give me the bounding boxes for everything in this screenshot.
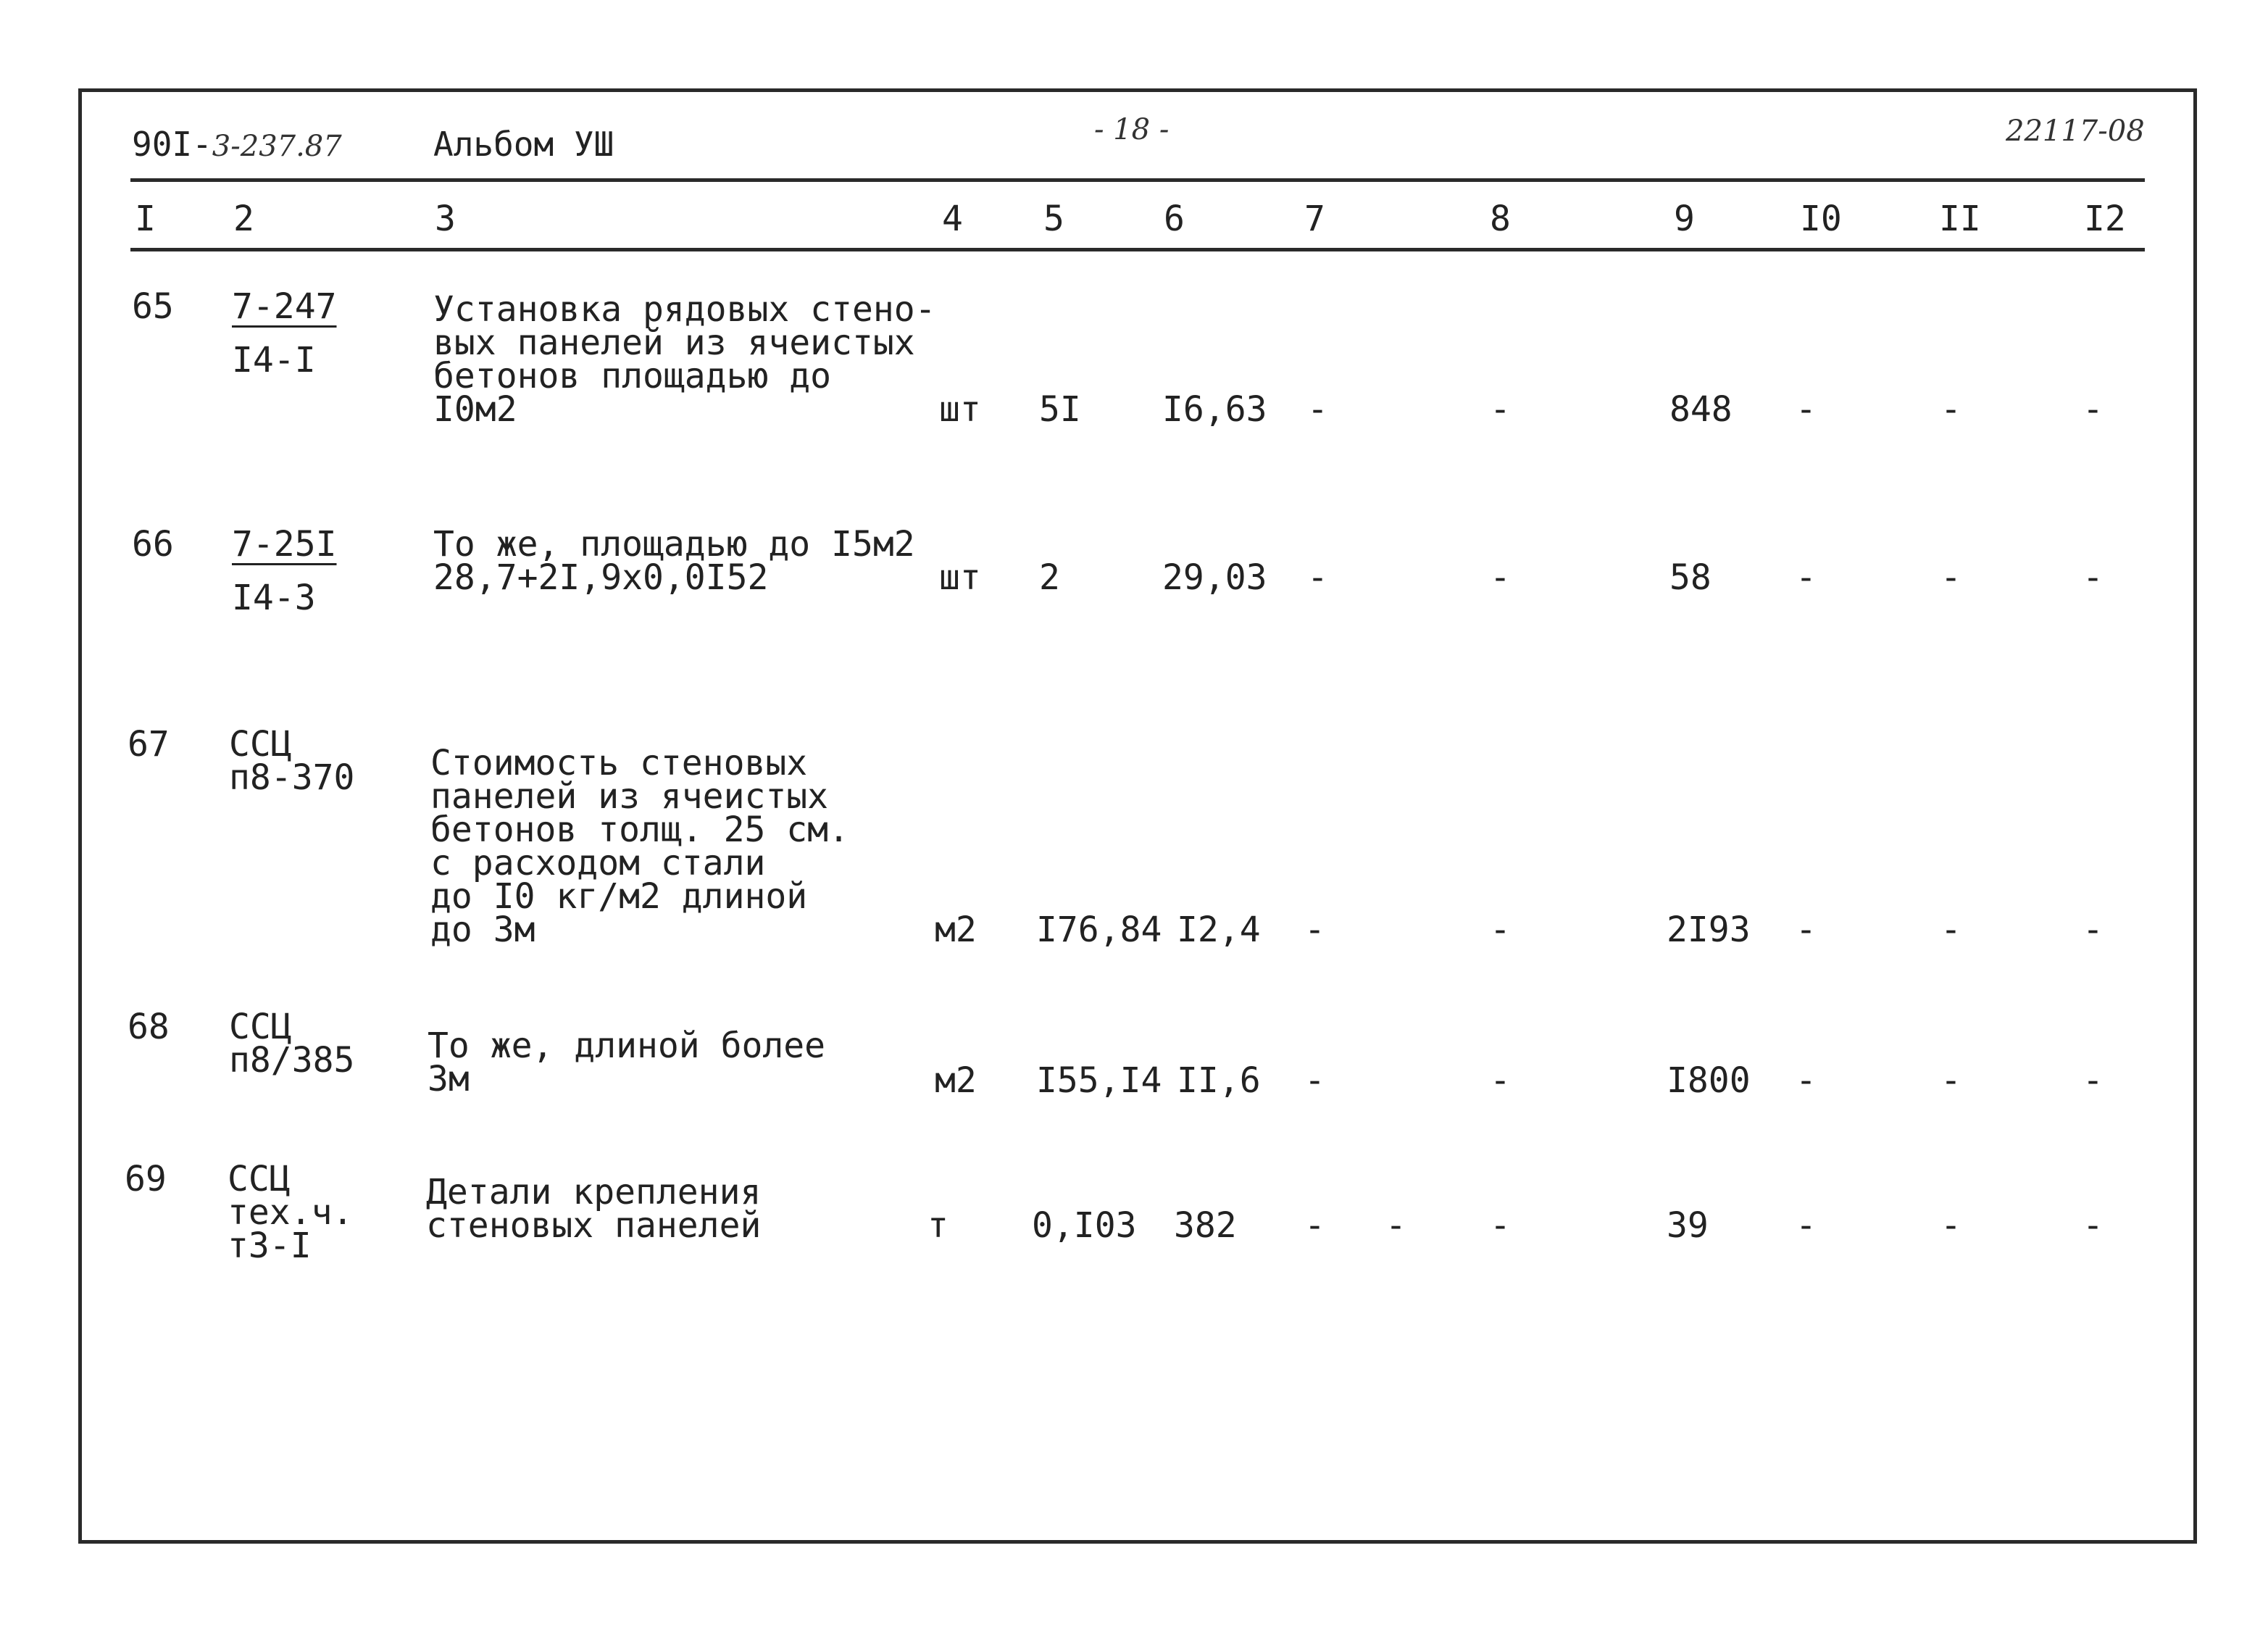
work-description: Детали крепления стеновых панелей — [426, 1172, 762, 1246]
column-number: I2 — [2084, 199, 2126, 239]
unit: шт — [939, 389, 981, 430]
col11: - — [1940, 910, 1961, 950]
quantity: 5I — [1039, 389, 1081, 430]
quantity: 2 — [1039, 557, 1060, 598]
row-number: 69 — [125, 1159, 167, 1199]
rate-code-bottom: ССЦ п8/385 — [229, 1007, 355, 1081]
column-number: 4 — [942, 199, 963, 239]
unit: шт — [939, 557, 981, 598]
reference-number: 22117-08 — [2006, 115, 2145, 148]
unit: м2 — [935, 1060, 977, 1101]
col8: - — [1490, 1060, 1511, 1101]
unit-cost: II,6 — [1177, 1060, 1261, 1101]
total-cost: 58 — [1669, 557, 1712, 598]
rate-code-bottom: ССЦ п8-370 — [229, 724, 355, 798]
col10: - — [1796, 1060, 1817, 1101]
rate-code — [229, 1007, 355, 1081]
sheet-frame — [78, 88, 2197, 1544]
rate-code-bottom: I4-3 — [232, 578, 316, 618]
column-number: 6 — [1164, 199, 1185, 239]
column-number: I — [135, 199, 156, 239]
col7: - — [1304, 1205, 1325, 1246]
column-number: 5 — [1043, 199, 1064, 239]
col7: - — [1307, 389, 1328, 430]
row-number: 66 — [132, 524, 174, 565]
doc-number-handwritten: 3-237.87 — [212, 130, 342, 163]
album-label: Альбом УШ — [433, 125, 614, 164]
work-description: Стоимость стеновых панелей из ячеистых бетонов толщ. 25 см. с расходом стали до I0 кг/м2 длиной до 3м — [430, 743, 849, 950]
unit-cost: 382 — [1174, 1205, 1237, 1246]
col7: - — [1304, 910, 1325, 950]
row-number: 65 — [132, 286, 174, 327]
col11: - — [1940, 389, 1961, 430]
col10: - — [1796, 557, 1817, 598]
column-number: 3 — [435, 199, 456, 239]
total-cost: 2I93 — [1667, 910, 1751, 950]
work-description: Установка рядовых стено- вых панелей из ячеистых бетонов площадью до I0м2 — [433, 289, 936, 430]
col12: - — [2083, 910, 2104, 950]
column-number: 9 — [1674, 199, 1695, 239]
col8: - — [1490, 557, 1511, 598]
row-number: 68 — [128, 1007, 170, 1047]
total-cost: 848 — [1669, 389, 1733, 430]
col7: - — [1307, 557, 1328, 598]
unit-cost: I2,4 — [1177, 910, 1261, 950]
total-cost: 39 — [1667, 1205, 1709, 1246]
unit: м2 — [935, 910, 977, 950]
col8: - — [1490, 389, 1511, 430]
col10: - — [1796, 910, 1817, 950]
total-cost: I800 — [1667, 1060, 1751, 1101]
col10: - — [1796, 389, 1817, 430]
col12: - — [2083, 389, 2104, 430]
col7b: - — [1385, 1205, 1406, 1246]
row-number: 67 — [128, 724, 170, 765]
column-number: 7 — [1304, 199, 1325, 239]
unit: т — [927, 1205, 949, 1246]
page-number: - 18 - — [1094, 113, 1170, 146]
col8: - — [1490, 910, 1511, 950]
rate-code-bottom: I4-I — [232, 340, 316, 380]
quantity: I55,I4 — [1036, 1060, 1162, 1101]
col8: - — [1490, 1205, 1511, 1246]
doc-prefix: 90I- — [132, 125, 212, 164]
col11: - — [1940, 1205, 1961, 1246]
column-number: 2 — [233, 199, 254, 239]
quantity: 0,I03 — [1032, 1205, 1137, 1246]
unit-cost: I6,63 — [1162, 389, 1267, 430]
rate-code-top: 7-25I — [232, 524, 337, 565]
rate-code — [232, 286, 337, 380]
rate-code-bottom: ССЦ тех.ч. т3-I — [228, 1159, 354, 1266]
header-rule-top — [130, 178, 2145, 182]
rate-code — [228, 1159, 354, 1266]
col11: - — [1940, 557, 1961, 598]
col12: - — [2083, 557, 2104, 598]
rate-code — [229, 724, 355, 798]
rate-code — [232, 524, 337, 618]
work-description: То же, длиной более 3м — [428, 1025, 826, 1099]
rate-code-top: 7-247 — [232, 286, 337, 327]
doc-number — [132, 125, 342, 164]
work-description: То же, площадью до I5м2 28,7+2I,9х0,0I52 — [433, 524, 915, 598]
col11: - — [1940, 1060, 1961, 1101]
column-number: I0 — [1800, 199, 1842, 239]
header-rule-bottom — [130, 248, 2145, 251]
quantity: I76,84 — [1036, 910, 1162, 950]
col7: - — [1304, 1060, 1325, 1101]
unit-cost: 29,03 — [1162, 557, 1267, 598]
col12: - — [2083, 1060, 2104, 1101]
col10: - — [1796, 1205, 1817, 1246]
column-number: II — [1939, 199, 1981, 239]
column-number: 8 — [1490, 199, 1511, 239]
col12: - — [2083, 1205, 2104, 1246]
